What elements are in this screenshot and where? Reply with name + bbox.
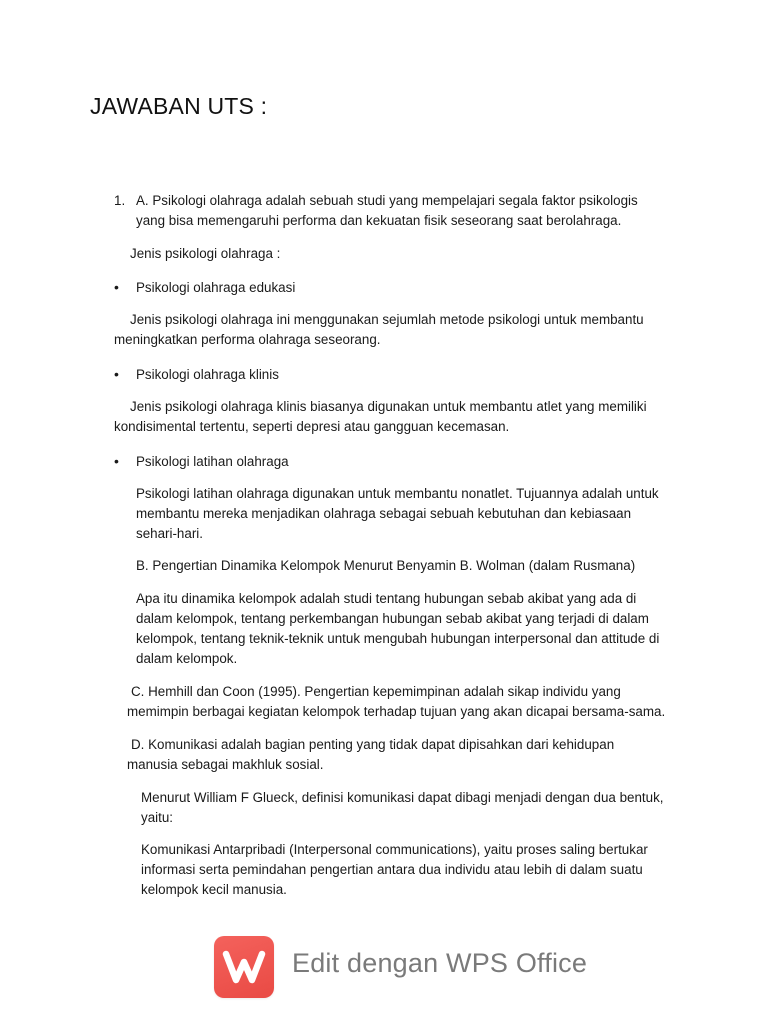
text-line: A. Psikologi olahraga adalah sebuah studi yang mempelajari segala faktor psikologis bbox=[136, 193, 638, 208]
paragraph-b-heading: B. Pengertian Dinamika Kelompok Menurut Benyamin B. Wolman (dalam Rusmana) bbox=[136, 558, 636, 573]
bullet-label: Psikologi olahraga klinis bbox=[136, 367, 279, 382]
wps-office-logo-icon[interactable] bbox=[214, 936, 274, 998]
paragraph-a bbox=[136, 191, 716, 231]
text-line: yang bisa memengaruhi performa dan kekuatan fisik seseorang saat berolahraga. bbox=[136, 213, 622, 228]
bullet-icon: • bbox=[114, 279, 119, 295]
bullet-description: Jenis psikologi olahraga klinis biasanya digunakan untuk membantu atlet yang memiliki kondisimental tertentu, seperti depresi atau gangguan kecemasan. bbox=[114, 399, 647, 434]
paragraph-glueck: Menurut William F Glueck, definisi komunikasi dapat dibagi menjadi dengan dua bentuk, yaitu: bbox=[141, 790, 664, 825]
paragraph-antarpribadi: Komunikasi Antarpribadi (Interpersonal communications), yaitu proses saling bertukar informasi serta pemindahan pengertian antara dua individu atau lebih di dalam suatu kelompok kecil manusia. bbox=[141, 842, 648, 897]
paragraph-c: C. Hemhill dan Coon (1995). Pengertian kepemimpinan adalah sikap individu yang memimpin berbagai kegiatan kelompok terhadap tujuan yang akan dicapai bersama-sama. bbox=[127, 684, 666, 719]
jenis-heading: Jenis psikologi olahraga : bbox=[130, 246, 281, 261]
bullet-label: Psikologi latihan olahraga bbox=[136, 454, 289, 469]
paragraph-b: Apa itu dinamika kelompok adalah studi tentang hubungan sebab akibat yang ada di dalam kelompok, tentang perkembangan hubungan sebab akibat yang terjadi di dalam kelompok, tentang teknik-teknik untuk mengubah hubungan interpersonal dan attitude di dalam kelompok. bbox=[136, 591, 660, 666]
wps-edit-link[interactable]: Edit dengan WPS Office bbox=[292, 948, 588, 978]
bullet-icon: • bbox=[114, 453, 119, 469]
bullet-label: Psikologi olahraga edukasi bbox=[136, 280, 296, 295]
bullet-icon: • bbox=[114, 366, 119, 382]
list-number: 1. bbox=[114, 193, 126, 208]
paragraph-d: D. Komunikasi adalah bagian penting yang tidak dapat dipisahkan dari kehidupan manusia sebagai makhluk sosial. bbox=[127, 737, 615, 772]
bullet-description: Psikologi latihan olahraga digunakan untuk membantu nonatlet. Tujuannya adalah untuk membantu mereka menjadikan olahraga sebagai sebuah kebutuhan dan kebiasaan sehari-hari. bbox=[136, 486, 659, 541]
page-title: JAWABAN UTS : bbox=[90, 93, 268, 119]
bullet-description: Jenis psikologi olahraga ini menggunakan sejumlah metode psikologi untuk membantu meningkatkan performa olahraga seseorang. bbox=[114, 312, 644, 347]
